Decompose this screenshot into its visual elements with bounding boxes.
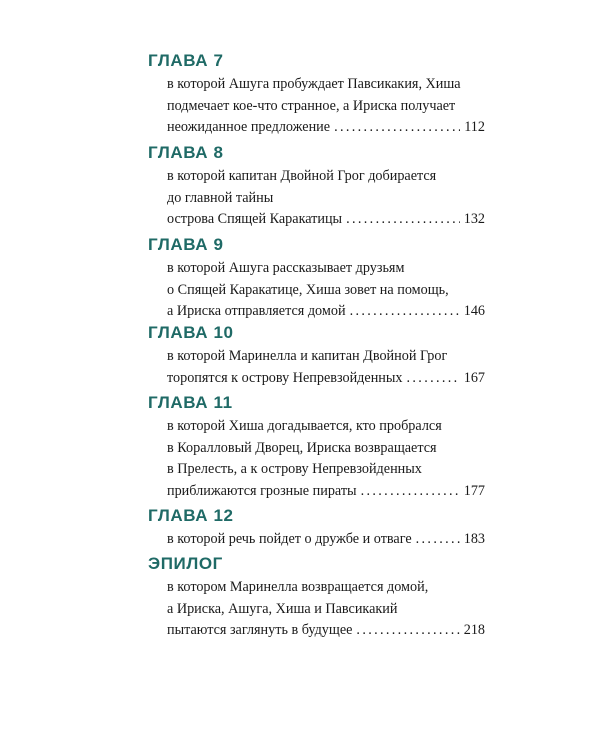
toc-entry-chapter-12[interactable] [148, 505, 488, 551]
dot-leader [346, 209, 460, 231]
description-line: в котором Маринелла возвращается домой, [167, 579, 429, 595]
dot-leader [334, 117, 460, 139]
chapter-title: ГЛАВА 12 [148, 506, 234, 525]
toc-entry-chapter-8[interactable] [148, 142, 488, 231]
chapter-description [167, 346, 485, 389]
description-line: в которой Маринелла и капитан Двойной Грог [167, 348, 448, 364]
description-line: торопятся к острову Непревзойденных [167, 369, 403, 386]
page-number[interactable]: 218 [463, 622, 485, 638]
description-line: до главной тайны [167, 189, 274, 206]
chapter-description [167, 258, 485, 323]
description-last-line [167, 301, 485, 323]
chapter-title: ГЛАВА 11 [148, 393, 233, 412]
chapter-description [167, 529, 485, 551]
chapter-description [167, 416, 485, 502]
description-line: а Ириска, Ашуга, Хиша и Павсикакий [167, 600, 398, 617]
dot-leader [356, 620, 459, 642]
page-number[interactable]: 112 [464, 119, 485, 135]
toc-entry-chapter-7[interactable] [148, 50, 488, 139]
description-line: а Ириска отправляется домой [167, 303, 346, 319]
page-number[interactable]: 167 [463, 369, 485, 386]
description-line: пытаются заглянуть в будущее [167, 622, 353, 638]
chapter-title: ЭПИЛОГ [148, 554, 223, 573]
toc-entry-chapter-10[interactable] [148, 322, 488, 389]
description-line: в которой капитан Двойной Грог добирается [167, 168, 437, 184]
description-line: в которой Ашуга рассказывает друзьям [167, 260, 405, 276]
chapter-title: ГЛАВА 9 [148, 235, 224, 254]
description-line: о Спящей Каракатице, Хиша зовет на помощь, [167, 281, 449, 298]
chapter-description [167, 577, 485, 642]
page-number[interactable]: 146 [463, 303, 485, 319]
description-line: приближаются грозные пираты [167, 482, 357, 499]
description-line: в которой Хиша догадывается, кто пробрался [167, 418, 442, 434]
toc-entry-epilogue[interactable] [148, 553, 488, 642]
description-last-line [167, 620, 485, 642]
page-number[interactable]: 177 [463, 482, 485, 499]
chapter-description [167, 74, 485, 139]
description-last-line [167, 481, 485, 503]
description-line: острова Спящей Каракатицы [167, 211, 343, 227]
description-line: неожиданное предложение [167, 119, 331, 135]
page-number[interactable]: 183 [463, 531, 485, 547]
description-last-line [167, 529, 485, 551]
page-number[interactable]: 132 [463, 211, 485, 227]
toc-entry-chapter-9[interactable] [148, 234, 488, 323]
description-line: в которой Ашуга пробуждает Павсикакия, Хиша [167, 76, 461, 92]
description-line: подмечает кое-что странное, а Ириска получает [167, 97, 456, 114]
toc-entry-chapter-11[interactable] [148, 392, 488, 502]
description-last-line [167, 117, 485, 139]
chapter-description [167, 166, 485, 231]
description-last-line [167, 368, 485, 390]
dot-leader [416, 529, 460, 551]
chapter-title: ГЛАВА 10 [148, 323, 234, 342]
description-line: в которой речь пойдет о дружбе и отваге [167, 531, 412, 547]
description-line: в Прелесть, а к острову Непревзойденных [167, 461, 422, 477]
dot-leader [350, 301, 460, 323]
description-line: в Коралловый Дворец, Ириска возвращается [167, 439, 437, 456]
chapter-title: ГЛАВА 7 [148, 51, 224, 70]
dot-leader [407, 368, 460, 390]
chapter-title: ГЛАВА 8 [148, 143, 224, 162]
description-last-line [167, 209, 485, 231]
dot-leader [361, 481, 460, 503]
